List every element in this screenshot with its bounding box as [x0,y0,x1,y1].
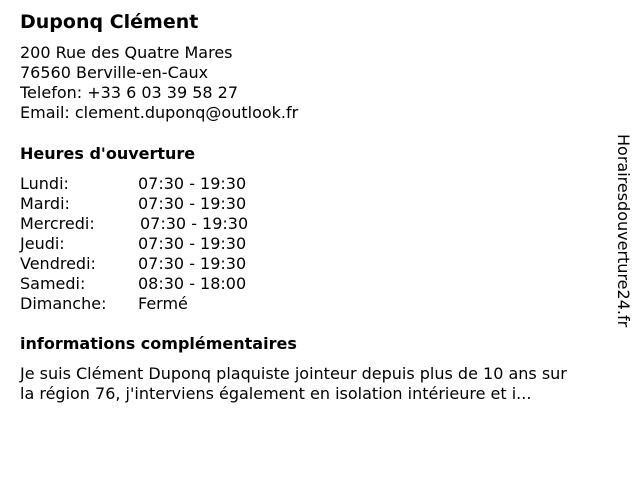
day-hours: Fermé [138,294,188,313]
address-city: 76560 Berville-en-Caux [20,63,209,82]
day-label: Dimanche: [20,294,107,313]
day-label: Samedi: [20,274,86,293]
description-line: la région 76, j'interviens également en isolation intérieure et i... [20,384,532,403]
business-description [20,364,620,404]
day-hours: 07:30 - 19:30 [138,174,247,193]
day-hours: 07:30 - 19:30 [140,214,249,233]
site-watermark: Horairesdouverture24.fr [614,134,633,328]
hours-heading: Heures d'ouverture [20,144,196,163]
email-address: Email: clement.duponq@outlook.fr [20,103,299,122]
day-hours: 07:30 - 19:30 [138,234,247,253]
contact-block [20,43,298,123]
day-hours: 08:30 - 18:00 [138,274,247,293]
day-hours: 07:30 - 19:30 [138,194,247,213]
info-heading: informations complémentaires [20,334,297,353]
address-street: 200 Rue des Quatre Mares [20,43,233,62]
description-line: Je suis Clément Duponq plaquiste jointeur depuis plus de 10 ans sur [20,364,567,383]
phone-number: Telefon: +33 6 03 39 58 27 [20,83,239,102]
day-label: Vendredi: [20,254,96,273]
day-hours: 07:30 - 19:30 [138,254,247,273]
day-label: Mardi: [20,194,70,213]
day-label: Mercredi: [20,214,95,233]
day-label: Lundi: [20,174,69,193]
business-name: Duponq Clément [20,11,199,33]
day-label: Jeudi: [20,234,65,253]
